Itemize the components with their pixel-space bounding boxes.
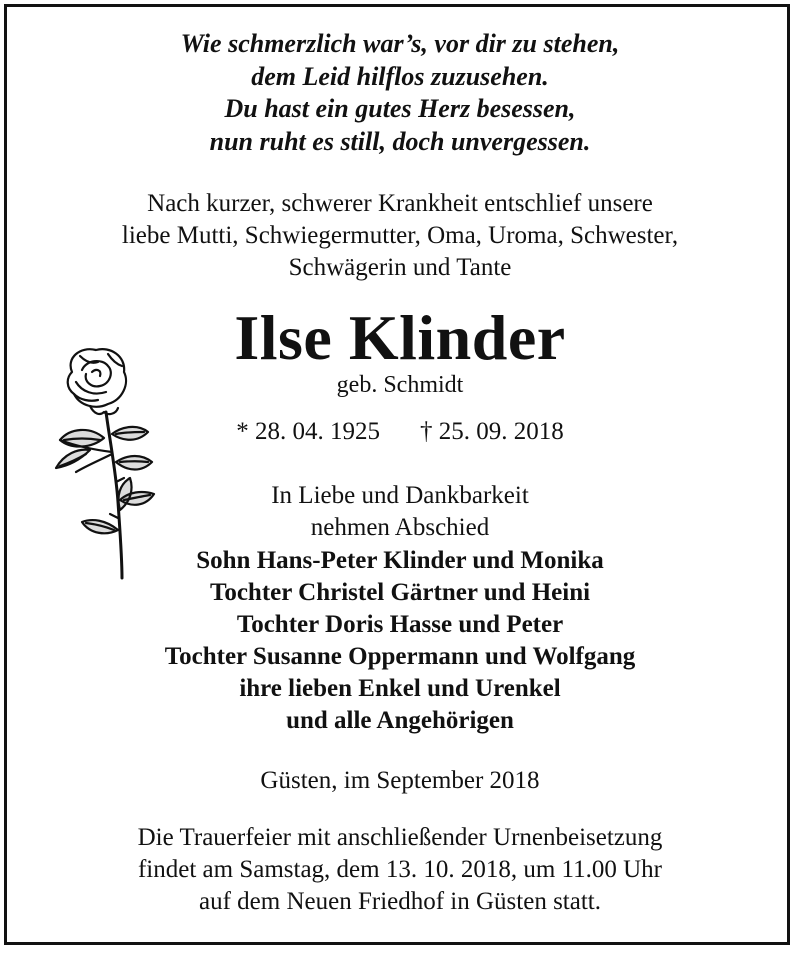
mourner-line: Tochter Christel Gärtner und Heini [209,579,591,606]
life-dates [0,416,800,448]
mourner-line: und alle Angehörigen [286,707,514,734]
poem-line: dem Leid hilflos zuzusehen. [251,61,549,91]
mourner-line: Sohn Hans-Peter Klinder und Monika [196,547,604,574]
ceremony-line: Die Trauerfeier mit anschließender Urnenbeisetzung [137,824,663,851]
place-date: Güsten, im September 2018 [260,767,540,794]
mourners-list [0,545,800,737]
birth-date: * 28. 04. 1925 [236,418,380,445]
intro-line: Schwägerin und Tante [288,254,512,281]
memorial-poem [0,28,800,158]
farewell-line: In Liebe und Dankbarkeit [271,482,529,509]
farewell-text [0,480,800,544]
poem-line: Du hast ein gutes Herz besessen, [224,94,576,123]
intro-line: liebe Mutti, Schwiegermutter, Oma, Uroma, Schwester, [121,222,679,249]
birth-name: geb. Schmidt [336,372,464,398]
farewell-line: nehmen Abschied [310,514,490,541]
poem-line: Wie schmerzlich war’s, vor dir zu stehen, [180,29,620,58]
deceased-name: Ilse Klinder [234,302,566,373]
mourner-line: Tochter Susanne Oppermann und Wolfgang [164,643,636,670]
death-date: † 25. 09. 2018 [420,418,564,445]
intro-text [0,188,800,284]
intro-line: Nach kurzer, schwerer Krankheit entschlief unsere [147,190,653,217]
mourner-line: Tochter Doris Hasse und Peter [236,611,564,638]
ceremony-info [0,822,800,918]
mourner-line: ihre lieben Enkel und Urenkel [239,675,561,702]
poem-line: nun ruht es still, doch unvergessen. [209,126,591,156]
ceremony-line: findet am Samstag, dem 13. 10. 2018, um 11.00 Uhr [137,856,662,883]
ceremony-line: auf dem Neuen Friedhof in Güsten statt. [199,888,601,915]
